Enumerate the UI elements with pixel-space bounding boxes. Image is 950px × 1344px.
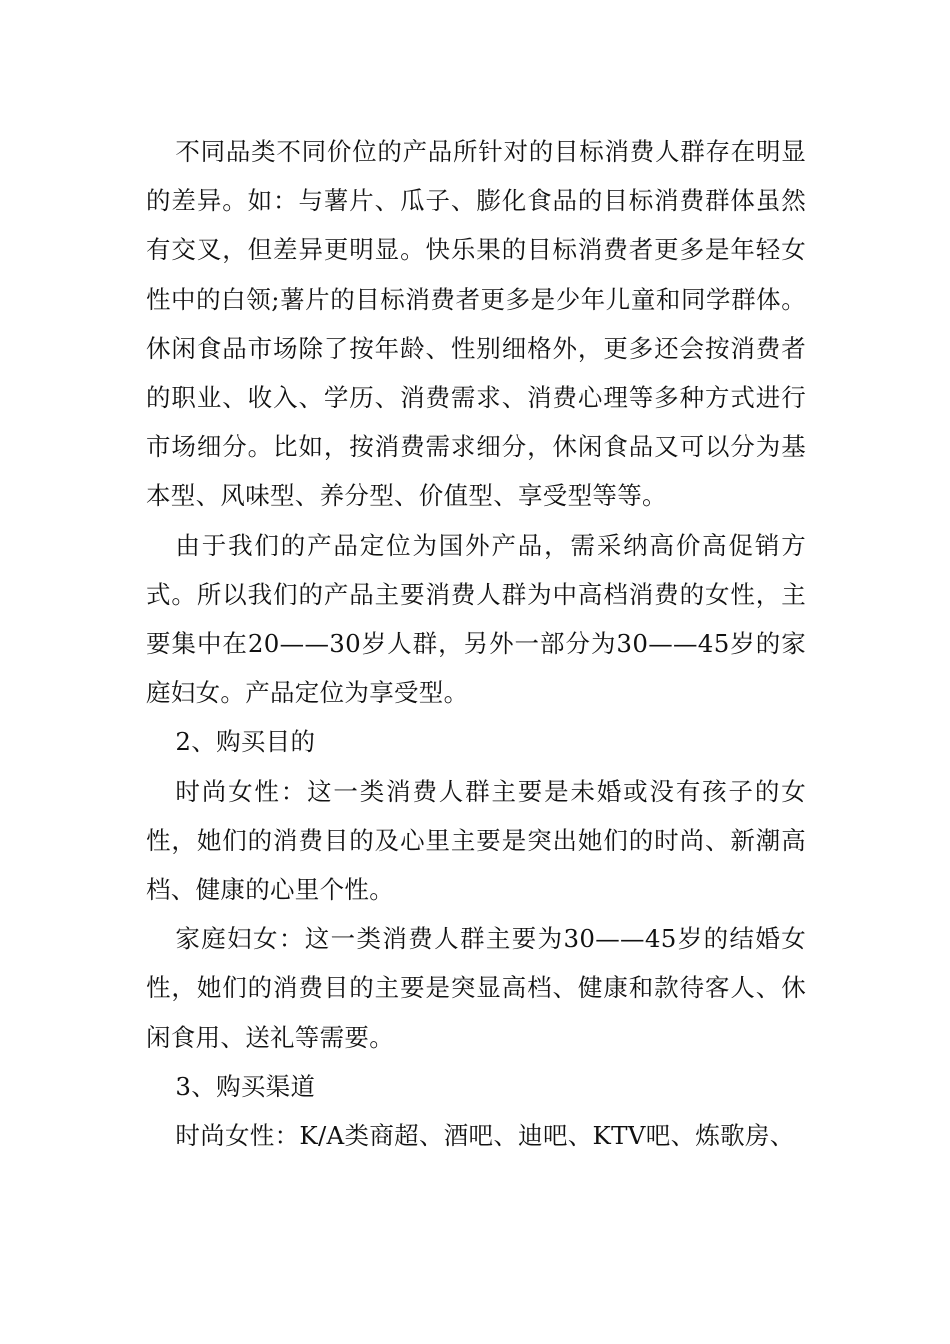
section-heading-purchase-purpose: 2、购买目的	[175, 727, 316, 757]
paragraph-fashion-women-channels: 时尚女性：K/A类商超、酒吧、迪吧、KTV吧、炼歌房、	[175, 1121, 795, 1151]
document-body	[146, 127, 806, 1160]
paragraph-product-positioning: 由于我们的产品定位为国外产品，需采纳高价高促销方式。所以我们的产品主要消费人群为中高档消费的女性，主要集中在20——30岁人群，另外一部分为30——45岁的家庭妇女。产品定位为享受型。	[146, 530, 806, 708]
paragraph-housewives-purpose: 家庭妇女：这一类消费人群主要为30——45岁的结婚女性，她们的消费目的主要是突显高档、健康和款待客人、休闲食用、送礼等需要。	[146, 924, 806, 1052]
paragraph-target-consumers: 不同品类不同价位的产品所针对的目标消费人群存在明显的差异。如：与薯片、瓜子、膨化食品的目标消费群体虽然有交叉，但差异更明显。快乐果的目标消费者更多是年轻女性中的白领;薯片的目标消费者更多是少年儿童和同学群体。休闲食品市场除了按年龄、性别细格外，更多还会按消费者的职业、收入、学历、消费需求、消费心理等多种方式进行市场细分。比如，按消费需求细分，休闲食品又可以分为基本型、风味型、养分型、价值型、享受型等等。	[146, 137, 806, 511]
section-heading-purchase-channels: 3、购买渠道	[175, 1071, 316, 1101]
paragraph-fashion-women-purpose: 时尚女性：这一类消费人群主要是未婚或没有孩子的女性，她们的消费目的及心里主要是突出她们的时尚、新潮高档、健康的心里个性。	[146, 776, 806, 905]
